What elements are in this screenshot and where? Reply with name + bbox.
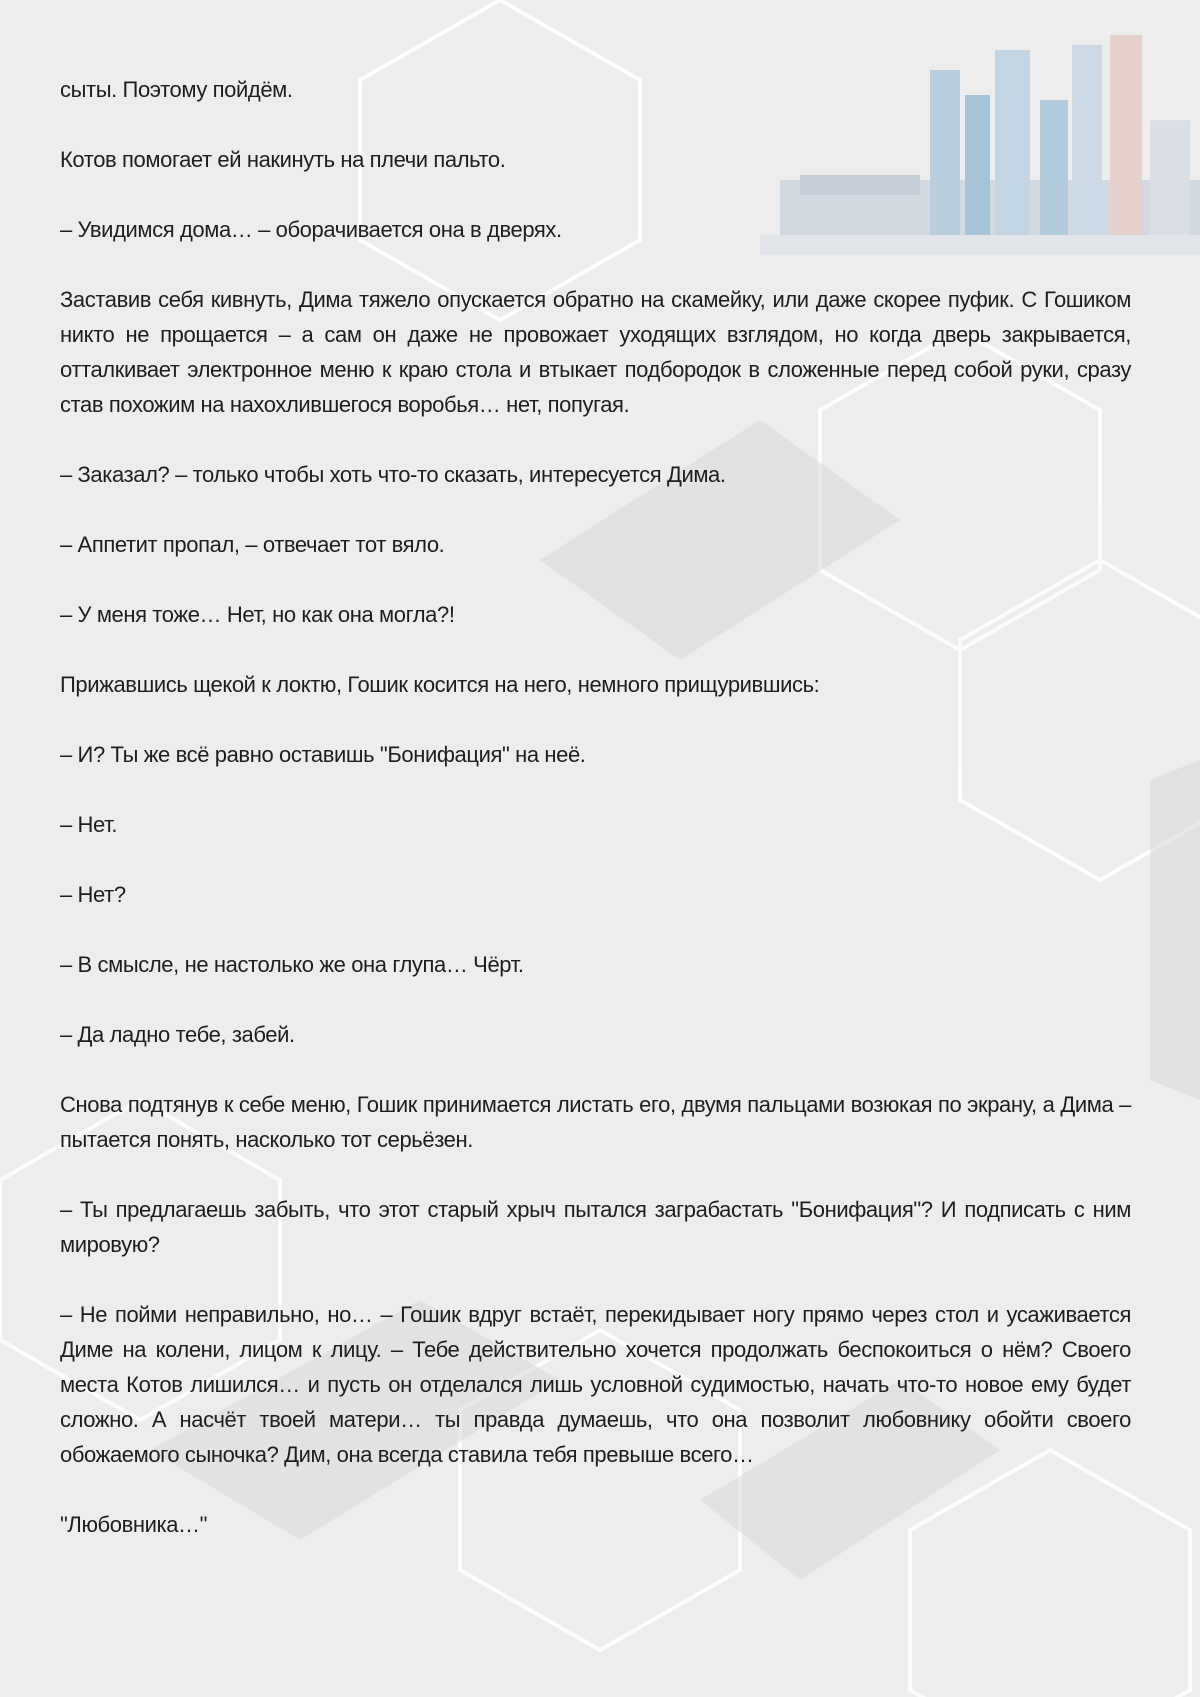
paragraph: – В смысле, не настолько же она глупа… Чёрт. bbox=[60, 952, 524, 977]
paragraph: – Увидимся дома… – оборачивается она в дверях. bbox=[60, 217, 562, 242]
paragraph: Заставив себя кивнуть, Дима тяжело опускается обратно на скамейку, или даже скорее пуфик. С Гошиком никто не прощается – а сам он даже не провожает уходящих взглядом, но когда дверь закрывается, отталкивает электронное меню к краю стола и втыкает подбородок в сложенные перед собой руки, сразу став похожим на нахохлившегося воробья… нет, попугая. bbox=[60, 287, 1131, 417]
paragraph: Прижавшись щекой к локтю, Гошик косится на него, немного прищурившись: bbox=[60, 672, 820, 697]
paragraph: – Заказал? – только чтобы хоть что-то сказать, интересуется Дима. bbox=[60, 462, 726, 487]
paragraph: сыты. Поэтому пойдём. bbox=[60, 77, 293, 102]
paragraph: – Да ладно тебе, забей. bbox=[60, 1022, 295, 1047]
paragraph: – Нет. bbox=[60, 812, 118, 837]
document-text bbox=[60, 72, 1131, 1577]
paragraph: – Не пойми неправильно, но… – Гошик вдруг встаёт, перекидывает ногу прямо через стол и усаживается Диме на колени, лицом к лицу. – Тебе действительно хочется продолжать беспокоиться о нём? Своего места Котов лишился… и пусть он отделался лишь условной судимостью, начать что-то новое ему будет сложно. А насчёт твоей матери… ты правда думаешь, что она позволит любовнику обойти своего обожаемого сыночка? Дим, она всегда ставила тебя превыше всего… bbox=[60, 1302, 1131, 1467]
paragraph: – Нет? bbox=[60, 882, 126, 907]
paragraph: Котов помогает ей накинуть на плечи пальто. bbox=[60, 147, 506, 172]
paragraph: Снова подтянув к себе меню, Гошик принимается листать его, двумя пальцами возюкая по экрану, а Дима – пытается понять, насколько тот серьёзен. bbox=[60, 1092, 1131, 1152]
paragraph: "Любовника…" bbox=[60, 1512, 208, 1537]
paragraph: – Аппетит пропал, – отвечает тот вяло. bbox=[60, 532, 445, 557]
paragraph: – Ты предлагаешь забыть, что этот старый хрыч пытался заграбастать "Бонифация"? И подписать с ним мировую? bbox=[60, 1197, 1131, 1257]
paragraph: – У меня тоже… Нет, но как она могла?! bbox=[60, 602, 455, 627]
paragraph: – И? Ты же всё равно оставишь "Бонифация" на неё. bbox=[60, 742, 586, 767]
